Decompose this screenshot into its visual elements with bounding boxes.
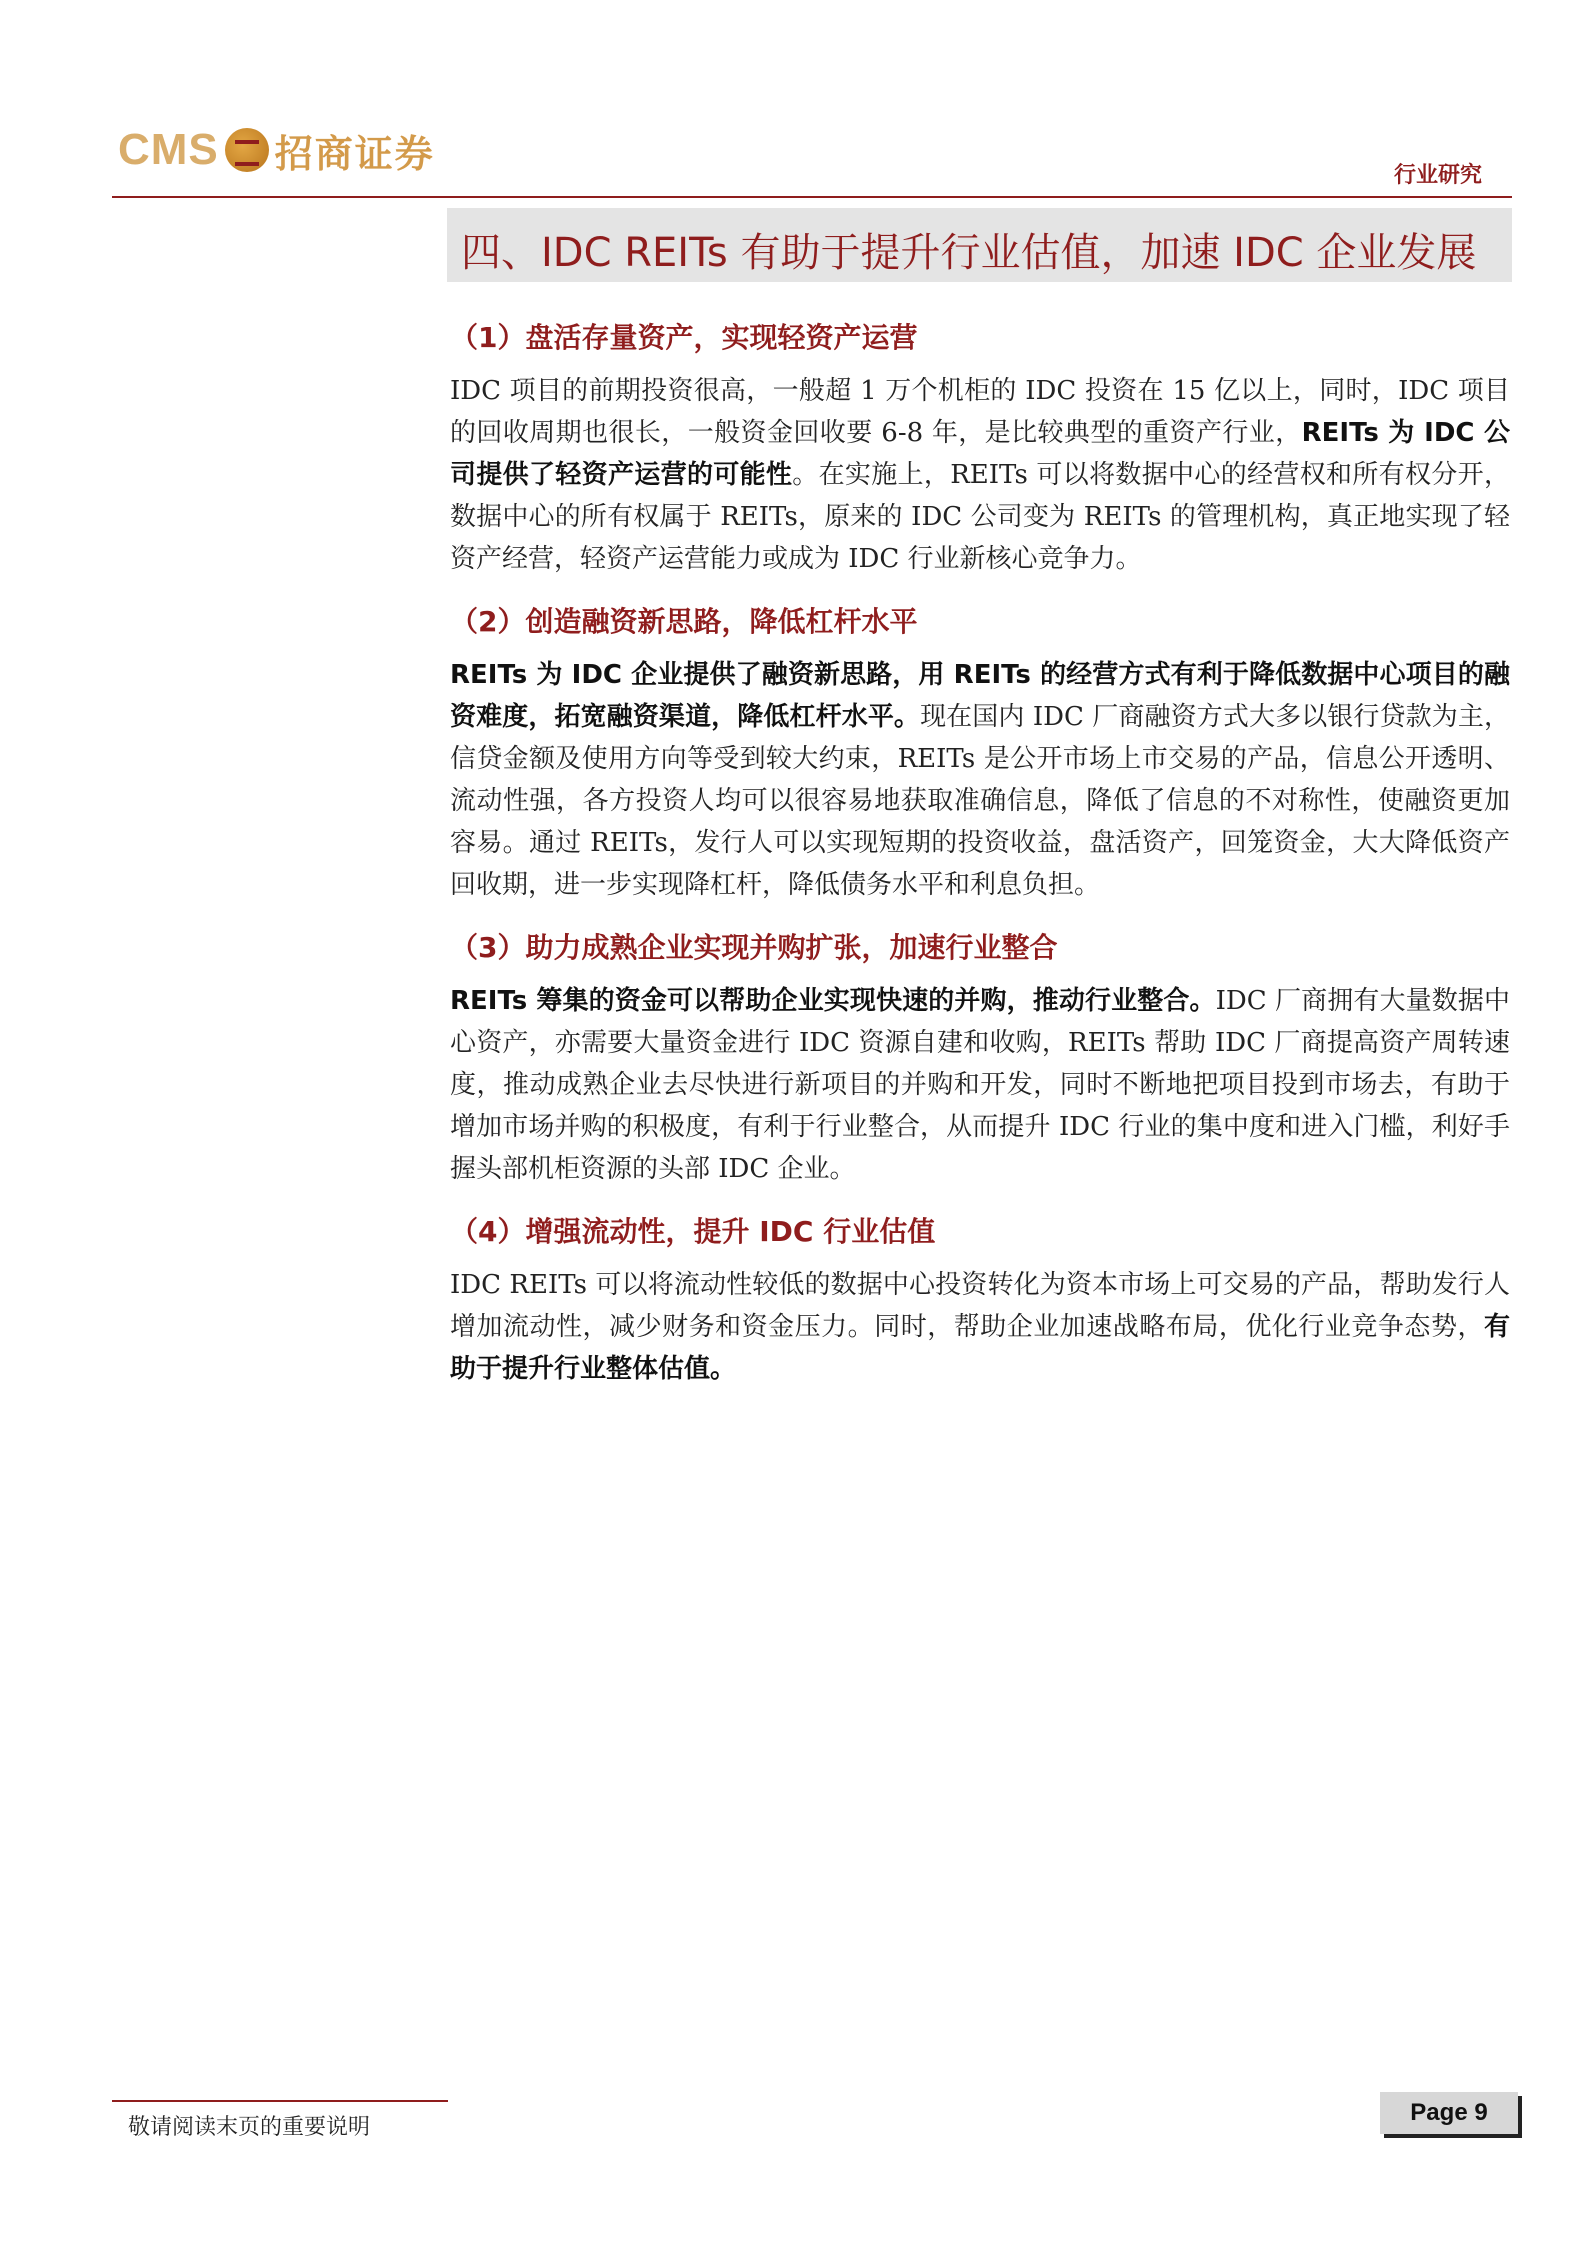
section-paragraph <box>450 370 1510 580</box>
section-4 <box>450 1212 1510 1390</box>
title-banner <box>447 208 1512 282</box>
main-content <box>450 318 1510 1412</box>
text-run: IDC REITs 可以将流动性较低的数据中心投资转化为资本市场上可交易的产品，帮助发行人增加流动性，减少财务和资金压力。同时，帮助企业加速战略布局，优化行业竞争态势， <box>450 1270 1510 1342</box>
text-run: IDC 项目的前期投资很高，一般超 1 万个机柜的 IDC 投资在 15 亿以上，同时，IDC 项目的回收周期也很长，一般资金回收要 6-8 年，是比较典型的重资产行业， <box>450 376 1510 448</box>
header-divider <box>112 196 1512 198</box>
section-heading: （1）盘活存量资产，实现轻资产运营 <box>450 321 918 354</box>
bold-text-run: REITs 筹集的资金可以帮助企业实现快速的并购，推动行业整合。 <box>450 986 1216 1016</box>
section-paragraph <box>450 980 1510 1190</box>
section-1 <box>450 318 1510 580</box>
section-2 <box>450 602 1510 906</box>
text-run: 。在实施上，REITs 可以将数据中心的经营权和所有权分开，数据中心的所有权属于 REITs，原来的 IDC 公司变为 REITs 的管理机构，真正地实现了轻资产经营，轻资产运营能力或成为 IDC 行业新核心竞争力。 <box>450 460 1510 574</box>
footer-disclaimer: 敬请阅读末页的重要说明 <box>128 2115 371 2140</box>
section-heading: （4）增强流动性，提升 IDC 行业估值 <box>450 1215 936 1248</box>
section-tag: 行业研究 <box>1393 163 1482 188</box>
section-paragraph <box>450 654 1510 906</box>
logo-badge-icon <box>225 128 269 172</box>
page-title: 四、IDC REITs 有助于提升行业估值，加速 IDC 企业发展 <box>461 230 1477 276</box>
section-heading: （3）助力成熟企业实现并购扩张，加速行业整合 <box>450 931 1058 964</box>
text-run: IDC 厂商拥有大量数据中心资产，亦需要大量资金进行 IDC 资源自建和收购，REITs 帮助 IDC 厂商提高资产周转速度，推动成熟企业去尽快进行新项目的并购和开发，同时不断地把项目投到市场去，有助于增加市场并购的积极度，有利于行业整合，从而提升 IDC 行业的集中度和进入门槛，利好手握头部机柜资源的头部 IDC 企业。 <box>450 986 1510 1184</box>
logo-chinese-text: 招商证券 <box>274 130 435 176</box>
logo-cms-text: CMS <box>118 125 219 174</box>
company-logo <box>118 120 435 180</box>
section-paragraph <box>450 1264 1510 1390</box>
footer-divider <box>112 2100 448 2102</box>
text-run: 现在国内 IDC 厂商融资方式大多以银行贷款为主，信贷金额及使用方向等受到较大约束，REITs 是公开市场上市交易的产品，信息公开透明、流动性强，各方投资人均可以很容易地获取准确信息，降低了信息的不对称性，使融资更加容易。通过 REITs，发行人可以实现短期的投资收益，盘活资产，回笼资金，大大降低资产回收期，进一步实现降杠杆，降低债务水平和利息负担。 <box>450 702 1510 900</box>
bold-text-run: REITs 为 IDC 企业提供了融资新思路，用 REITs 的经营方式有利于降低数据中心项目的融资难度，拓宽融资渠道，降低杠杆水平。 <box>450 660 1510 732</box>
section-heading: （2）创造融资新思路，降低杠杆水平 <box>450 605 918 638</box>
bold-text-run: REITs 为 IDC 公司提供了轻资产运营的可能性 <box>450 418 1510 490</box>
page-number: Page 9 <box>1380 2092 1518 2134</box>
section-3 <box>450 928 1510 1190</box>
bold-text-run: 有助于提升行业整体估值。 <box>450 1312 1510 1384</box>
